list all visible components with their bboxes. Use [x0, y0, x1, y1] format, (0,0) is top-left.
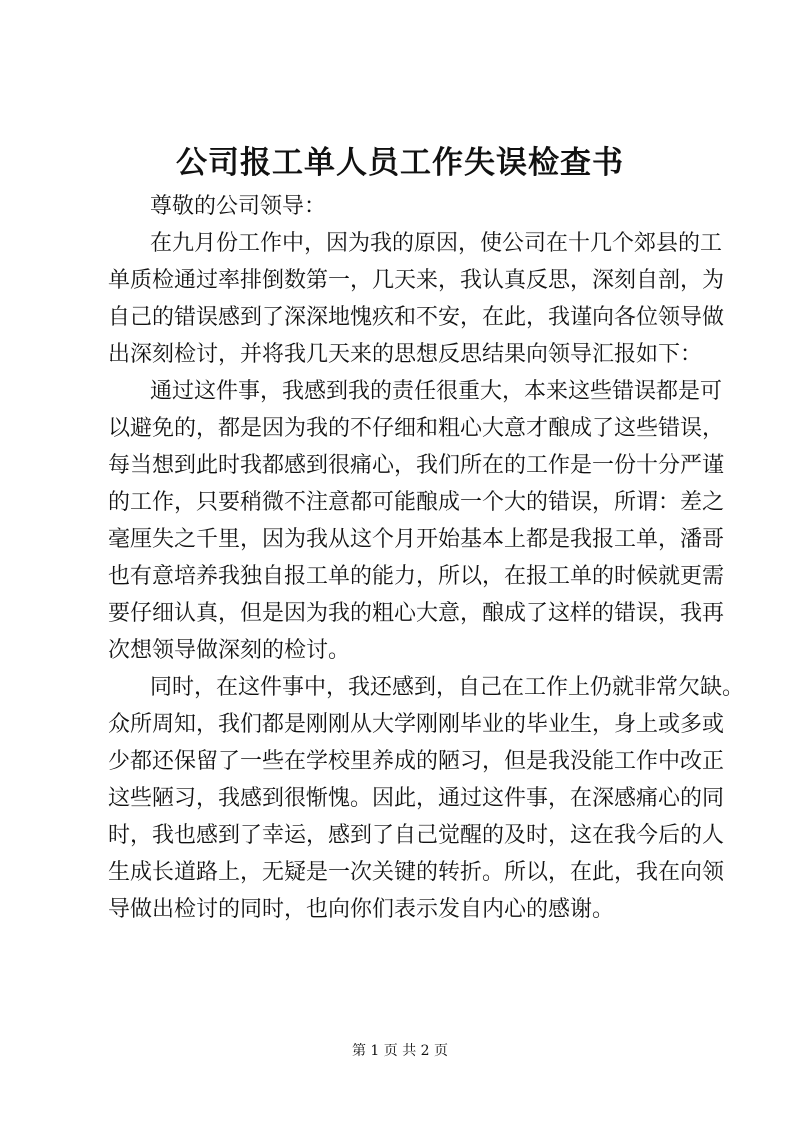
paragraph-line: 以避免的，都是因为我的不仔细和粗心大意才酿成了这些错误，: [108, 416, 725, 441]
paragraph-line: 生成长道路上，无疑是一次关键的转折。所以，在此，我在向领: [108, 860, 725, 885]
paragraph-line: 次想领导做深刻的检讨。: [108, 638, 351, 663]
paragraph-line: 在九月份工作中，因为我的原因，使公司在十几个郊县的工: [150, 231, 723, 256]
paragraph-line: 同时，在这件事中，我还感到，自己在工作上仍就非常欠缺。: [150, 675, 745, 700]
paragraph-line: 少都还保留了一些在学校里养成的陋习，但是我没能工作中改正: [108, 749, 725, 774]
paragraph-line: 出深刻检讨，并将我几天来的思想反思结果向领导汇报如下：: [108, 342, 703, 367]
salutation-line: 尊敬的公司领导：: [150, 194, 327, 219]
paragraph-line: 每当想到此时我都感到很痛心，我们所在的工作是一份十分严谨: [108, 453, 725, 478]
paragraph-line: 众所周知，我们都是刚刚从大学刚刚毕业的毕业生，身上或多或: [108, 712, 725, 737]
paragraph-line: 自己的错误感到了深深地愧疚和不安，在此，我谨向各位领导做: [108, 305, 725, 330]
document-title: 公司报工单人员工作失误检查书: [176, 145, 624, 181]
paragraph-line: 的工作，只要稍微不注意都可能酿成一个大的错误，所谓：差之: [108, 490, 725, 515]
paragraph-line: 毫厘失之千里，因为我从这个月开始基本上都是我报工单，潘哥: [108, 527, 725, 552]
page-number-footer: 第 1 页 共 2 页: [351, 1043, 449, 1059]
paragraph-line: 单质检通过率排倒数第一，几天来，我认真反思，深刻自剖，为: [108, 268, 725, 293]
paragraph-line: 这些陋习，我感到很惭愧。因此，通过这件事，在深感痛心的同: [108, 786, 725, 811]
paragraph-line: 导做出检讨的同时，也向你们表示发自内心的感谢。: [108, 897, 615, 922]
document-body: [108, 188, 745, 928]
paragraph-line: 通过这件事，我感到我的责任很重大，本来这些错误都是可: [150, 379, 723, 404]
paragraph-line: 时，我也感到了幸运，感到了自己觉醒的及时，这在我今后的人: [108, 823, 725, 848]
paragraph-line: 要仔细认真，但是因为我的粗心大意，酿成了这样的错误，我再: [108, 601, 725, 626]
paragraph-line: 也有意培养我独自报工单的能力，所以，在报工单的时候就更需: [108, 564, 725, 589]
